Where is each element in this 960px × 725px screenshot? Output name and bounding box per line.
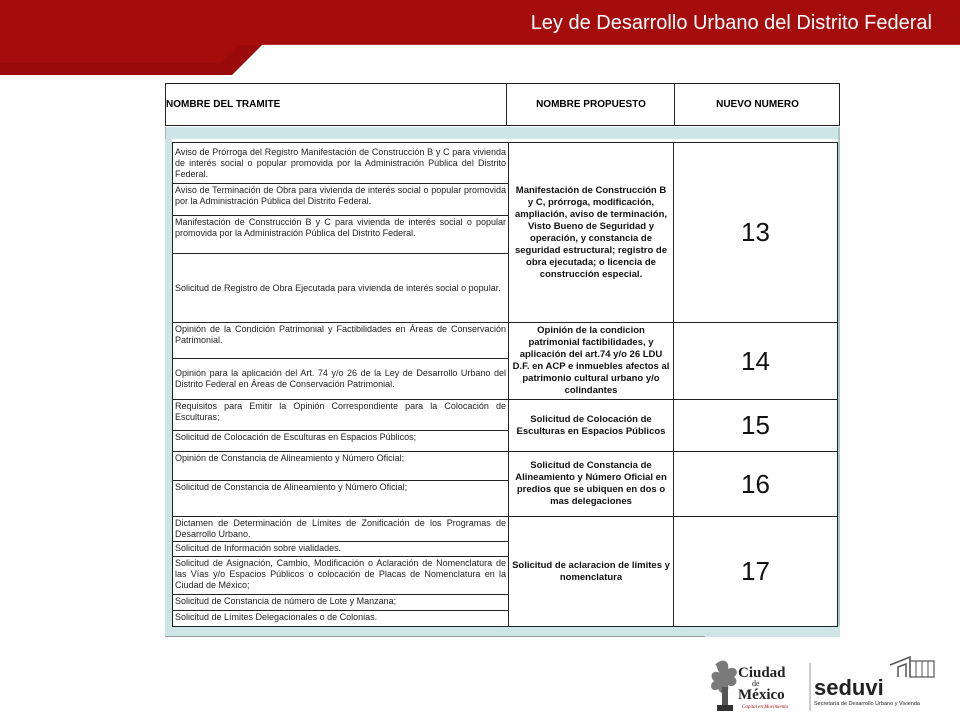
table-frame-bottom-line <box>165 636 705 637</box>
propuesto-cell <box>508 451 673 516</box>
column-header-numero: NUEVO NUMERO <box>674 84 840 125</box>
numero-cell <box>673 399 838 451</box>
numero-cell <box>673 451 838 516</box>
cdmx-line2: de <box>752 679 760 688</box>
column-header-tramite: NOMBRE DEL TRAMITE <box>166 99 281 110</box>
tramite-text: Requisitos para Emitir la Opinión Correspondiente para la Colocación de Esculturas; <box>175 401 506 422</box>
propuesto-text: Opinión de la condicion patrimonial factibilidades, y aplicación del art.74 y/o 26 LDU D.F. en ACP e inmuebles afectos al patrimonio cultural urbano y/o colindantes <box>512 325 670 396</box>
tramite-cell <box>172 183 508 215</box>
table-frame-top <box>165 127 840 139</box>
seduvi-logo <box>814 657 934 707</box>
footer-logos-graphic <box>710 655 960 720</box>
cdmx-line1: Ciudad <box>738 665 786 681</box>
tramite-text: Aviso de Prórroga del Registro Manifestación de Construcción B y C para vivienda de interés social o popular promovida por la Administración Pública del Distrito Federal. <box>175 146 506 179</box>
tramite-cell <box>172 541 508 556</box>
cdmx-tagline: Capital en Movimiento <box>742 705 789 710</box>
tramite-cell <box>172 215 508 253</box>
seduvi-name: seduvi <box>814 675 884 700</box>
tramite-cell <box>172 451 508 480</box>
tramite-cell <box>172 594 508 610</box>
table-bottom-border <box>172 626 838 627</box>
tramite-text: Solicitud de Constancia de número de Lote y Manzana; <box>175 596 397 606</box>
propuesto-cell <box>508 516 673 626</box>
propuesto-cell <box>508 322 673 399</box>
tramite-text: Solicitud de Registro de Obra Ejecutada para vivienda de interés social o popular. <box>175 282 501 293</box>
tramite-cell <box>172 253 508 322</box>
table-frame-left <box>165 127 172 637</box>
numero-text: 15 <box>741 410 770 440</box>
tramite-cell <box>172 358 508 399</box>
cdmx-logo <box>711 661 789 711</box>
propuesto-cell <box>508 142 673 322</box>
tramite-cell <box>172 480 508 516</box>
page-title: Ley de Desarrollo Urbano del Distrito Federal <box>530 12 932 34</box>
table-header <box>165 83 840 126</box>
tramite-cell <box>172 322 508 358</box>
tramite-text: Dictamen de Determinación de Límites de Zonificación de los Programas de Desarrollo Urbano. <box>175 518 506 539</box>
propuesto-text: Manifestación de Construcción B y C, prórroga, modificación, ampliación, aviso de terminación, Visto Bueno de Seguridad y operación, y constancia de seguridad estructural; registro de obra ejecutada; o licencia de construcción especial. <box>514 184 668 280</box>
propuesto-text: Solicitud de aclaracion de limites y nomenclatura <box>512 559 670 583</box>
numero-cell <box>673 516 838 626</box>
tramite-text: Aviso de Terminación de Obra para vivienda de interés social o popular promovida por la Administración Pública del Distrito Federal. <box>175 185 506 206</box>
header-banner <box>0 0 960 75</box>
tramite-text: Manifestación de Construcción B y C para vivienda de interés social o popular promovida por la Administración Pública del Distrito Federal. <box>175 217 506 238</box>
propuesto-text: Solicitud de Colocación de Esculturas en Espacios Públicos <box>516 413 666 437</box>
numero-cell <box>673 322 838 399</box>
numero-text: 13 <box>741 217 770 247</box>
seduvi-tagline: Secretaría de Desarrollo Urbano y Vivienda <box>814 701 920 707</box>
tramite-cell <box>172 556 508 594</box>
tramite-cell <box>172 610 508 626</box>
tramite-text: Solicitud de Asignación, Cambio, Modificación o Aclaración de Nomenclatura de las Vías y/o Espacios Públicos o colocación de Placas de Nomenclatura en la Ciudad de México; <box>175 558 506 590</box>
tramite-text: Solicitud de Constancia de Alineamiento y Número Oficial; <box>175 482 408 492</box>
propuesto-text: Solicitud de Constancia de Alineamiento y Número Oficial en predios que se ubiquen en dos o mas delegaciones <box>515 460 667 507</box>
tramite-cell <box>172 142 508 183</box>
tramite-cell <box>172 430 508 451</box>
numero-text: 14 <box>741 345 770 376</box>
column-header-propuesto: NOMBRE PROPUESTO <box>506 84 675 125</box>
tramite-text: Solicitud de Límites Delegacionales o de Colonias. <box>175 612 378 622</box>
numero-cell <box>673 142 838 322</box>
tramite-cell <box>172 516 508 541</box>
numero-text: 16 <box>741 468 770 499</box>
tramite-cell <box>172 399 508 430</box>
tramite-text: Opinión de la Condición Patrimonial y Factibilidades en Áreas de Conservación Patrimonial. <box>175 324 506 345</box>
tramite-text: Opinión de Constancia de Alineamiento y Número Oficial; <box>175 453 405 463</box>
propuesto-cell <box>508 399 673 451</box>
tramite-text: Solicitud de Colocación de Esculturas en Espacios Públicos; <box>175 432 417 442</box>
tramite-text: Opinión para la aplicación del Art. 74 y/o 26 de la Ley de Desarrollo Urbano del Distrito Federal en Áreas de Conservación Patrimonial. <box>175 368 506 389</box>
tramite-text: Solicitud de Información sobre vialidades. <box>175 543 342 553</box>
numero-text: 17 <box>741 556 770 586</box>
cdmx-line3: México <box>738 687 785 703</box>
table-frame-right <box>838 127 840 637</box>
footer-logos <box>710 655 960 720</box>
